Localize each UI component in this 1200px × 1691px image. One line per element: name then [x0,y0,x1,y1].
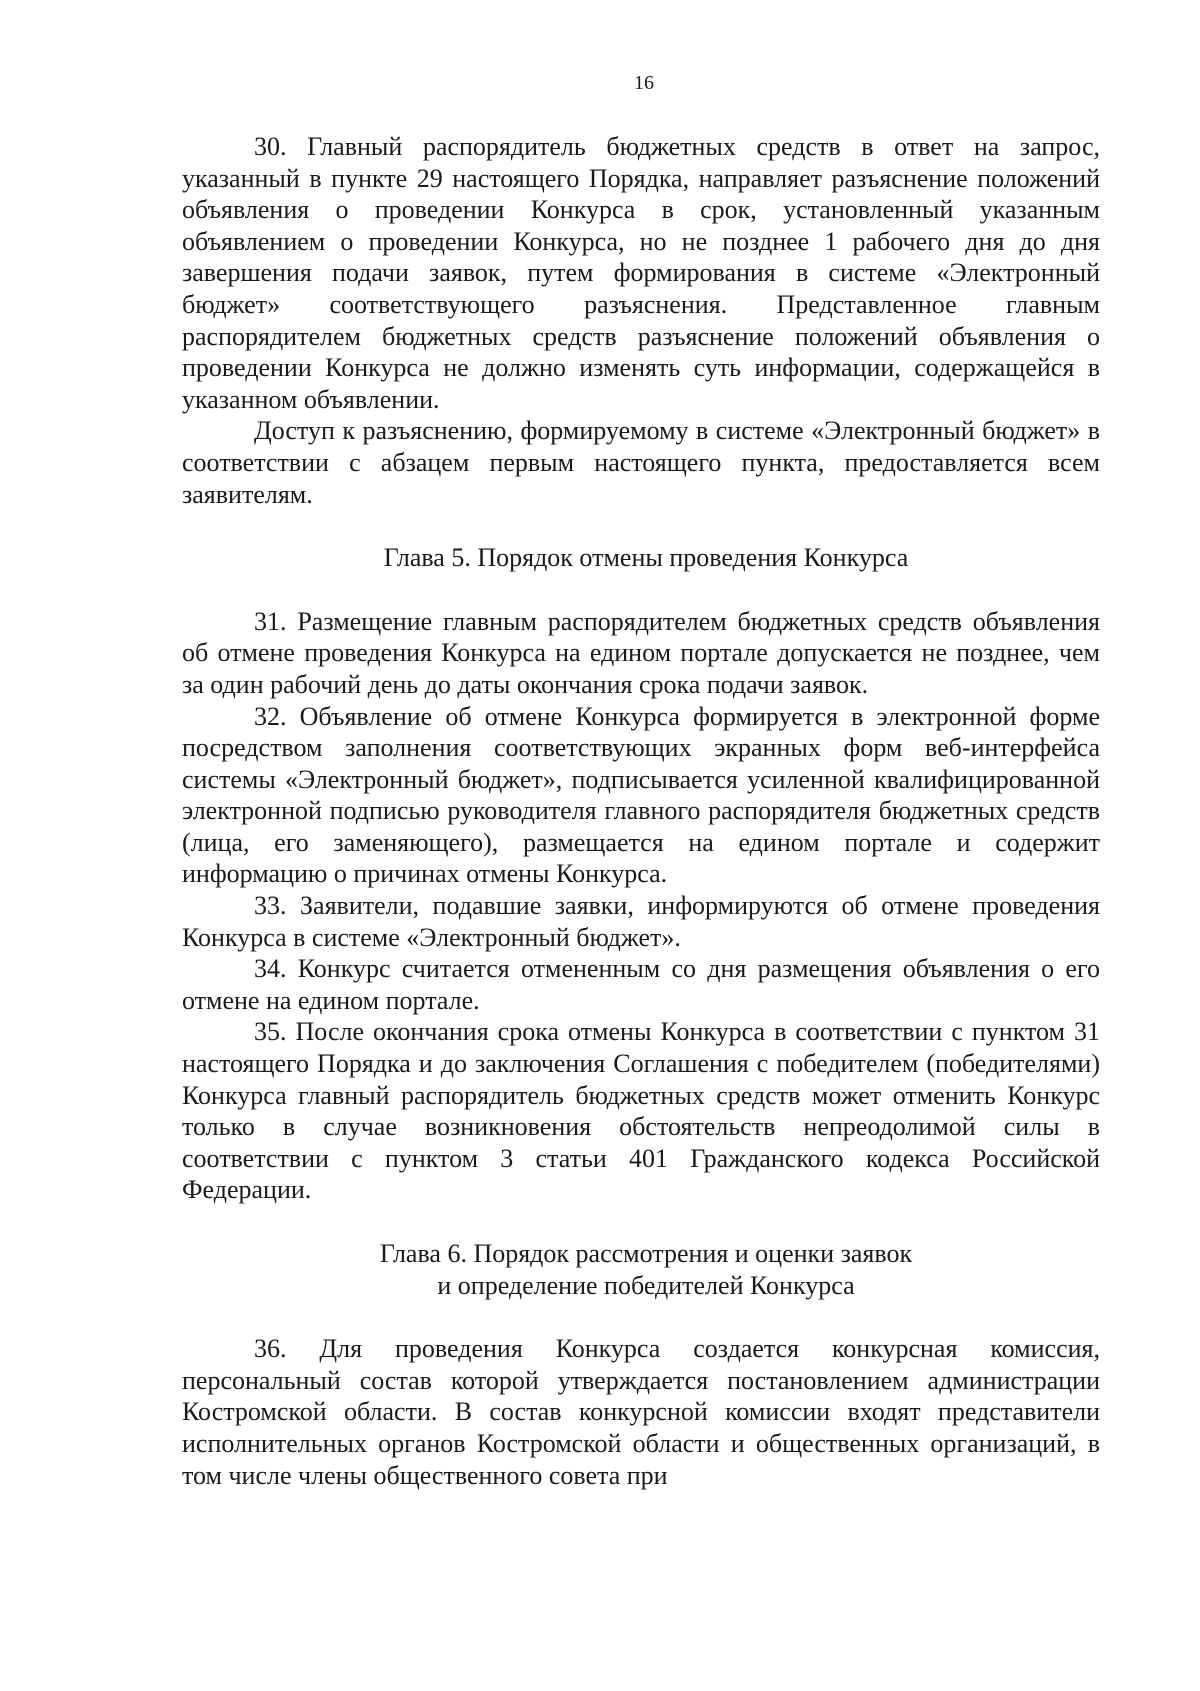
paragraph-32: 32. Объявление об отмене Конкурса формируется в электронной форме посредством заполнения соответствующих экранных форм веб-интерфейса системы «Электронный бюджет», подписывается усиленной квалифицированной электронной подписью руководителя главного распорядителя бюджетных средств (лица, его заменяющего), размещается на едином портале и содержит информацию о причинах отмены Конкурса. [182,701,1100,889]
chapter-5-title: Глава 5. Порядок отмены проведения Конкурса [383,543,909,573]
paragraph-31: 31. Размещение главным распорядителем бюджетных средств объявления об отмене проведения Конкурса на едином портале допускается не позднее, чем за один рабочий день до даты окончания срока подачи заявок. [182,606,1100,699]
chapter-6-title-line2: и определение победителей Конкурса [437,1270,855,1300]
paragraph-34: 34. Конкурс считается отмененным со дня размещения объявления о его отмене на едином портале. [182,954,1100,1015]
paragraph-36: 36. Для проведения Конкурса создается конкурсная комиссия, персональный состав которой утверждается постановлением администрации Костромской области. В состав конкурсной комиссии входят представители исполнительных органов Костромской области и общественных организаций, в том числе члены общественного совета при [182,1334,1100,1490]
paragraph-33: 33. Заявители, подавшие заявки, информируются об отмене проведения Конкурса в системе «Электронный бюджет». [182,891,1100,952]
paragraph-30-access: Доступ к разъяснению, формируемому в системе «Электронный бюджет» в соответствии с абзацем первым настоящего пункта, предоставляется всем заявителям. [182,416,1100,509]
chapter-5-heading [182,542,1100,574]
chapter-6-heading [182,1238,1100,1301]
chapter-6-title-line1: Глава 6. Порядок рассмотрения и оценки заявок [379,1239,913,1268]
page-number: 16 [634,72,654,94]
paragraph-35: 35. После окончания срока отмены Конкурса в соответствии с пунктом 31 настоящего Порядка и до заключения Соглашения с победителем (победителями) Конкурса главный распорядитель бюджетных средств может отменить Конкурс только в случае возникновения обстоятельств непреодолимой силы в соответствии с пунктом 3 статьи 401 Гражданского кодекса Российской Федерации. [182,1017,1100,1205]
document-body [182,131,1100,1491]
paragraph-30: 30. Главный распорядитель бюджетных средств в ответ на запрос, указанный в пункте 29 настоящего Порядка, направляет разъяснение положений объявления о проведении Конкурса в срок, установленный указанным объявлением о проведении Конкурса, но не позднее 1 рабочего дня до дня завершения подачи заявок, путем формирования в системе «Электронный бюджет» соответствующего разъяснения. Представленное главным распорядителем бюджетных средств разъяснение положений объявления о проведении Конкурса не должно изменять суть информации, содержащейся в указанном объявлении. [182,132,1100,414]
